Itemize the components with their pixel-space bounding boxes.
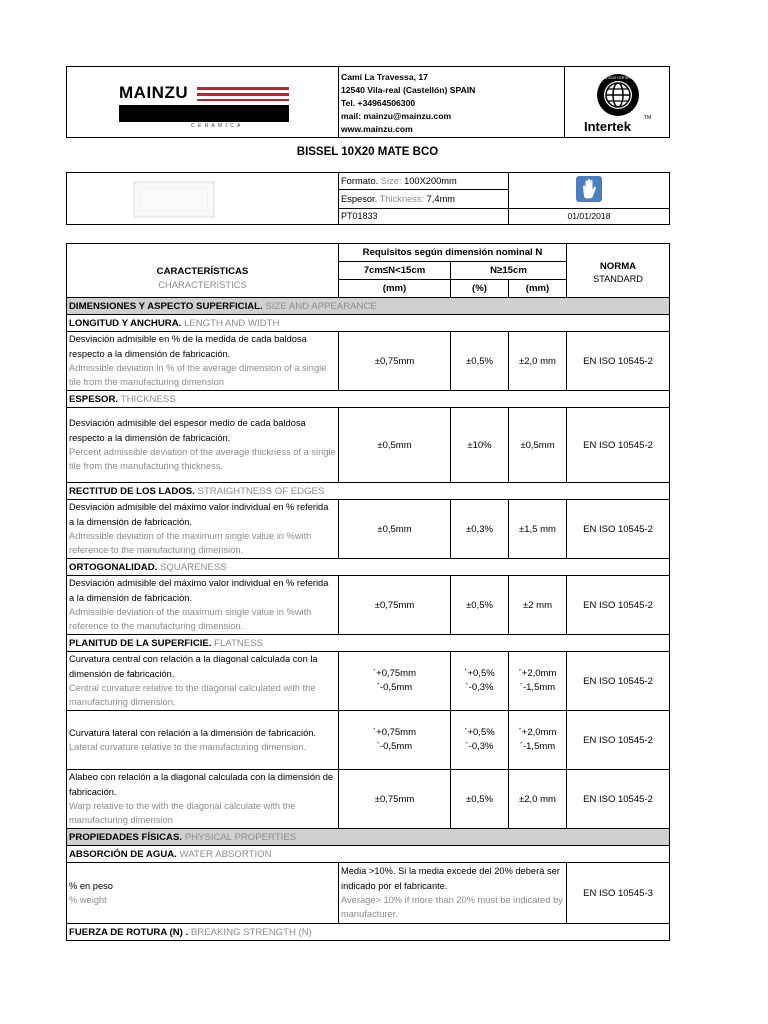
header-table	[66, 66, 670, 138]
subsection-title	[67, 315, 670, 332]
value-percent: ±0,3%	[451, 500, 509, 559]
description-en: Admissible deviation in % of the average dimension of a single tile from the manufacturing dimension	[69, 363, 327, 388]
range-large: N≥15cm	[451, 262, 567, 280]
value-lower: ´-1,5mm	[519, 682, 556, 693]
requirement-es: Media >10%. Si la media excede del 20% deberá ser indicado por el fabricante.	[341, 866, 560, 891]
section-title-en: SIZE AND APPEARANCE	[265, 300, 377, 312]
subsection-row	[67, 483, 670, 500]
value-small: ±0,75mm	[339, 332, 451, 391]
subsection-title-en: BREAKING STRENGTH (N)	[190, 926, 312, 938]
description-es: Curvatura central con relación a la diagonal calculada con la dimensión de fabricación.	[69, 654, 318, 679]
subsection-title-en: WATER ABSORTION	[179, 848, 272, 860]
value-upper: ´+0,5%	[464, 727, 495, 738]
standard-value: EN ISO 10545-2	[567, 332, 670, 391]
standard-value: EN ISO 10545-3	[567, 863, 670, 924]
unit-mm: (mm)	[339, 280, 451, 298]
value-lower: ´-0,5mm	[376, 682, 413, 693]
product-date: 01/01/2018	[509, 208, 670, 224]
logo-text: MAINZU	[119, 83, 189, 102]
standard-value: EN ISO 10545-2	[567, 500, 670, 559]
description-en: Percent admissible deviation of the average thickness of a single tile from the manufacturing thickness.	[69, 447, 336, 472]
description-en: Central curvature relative to the diagonal calculated with the manufacturing dimension.	[69, 683, 316, 708]
subsection-title	[67, 635, 670, 652]
globe-icon	[583, 69, 653, 119]
company-logo	[119, 81, 289, 127]
cert-tm: TM	[644, 115, 652, 121]
description-es: Desviación admisible del espesor medio de cada baldosa respecto a la dimensión de fabricación.	[69, 418, 306, 443]
standard-label: STANDARD	[593, 274, 643, 284]
format-value: 100X200mm	[404, 176, 457, 187]
section-title	[67, 829, 670, 846]
row-description	[67, 332, 339, 391]
characteristics-header	[67, 244, 339, 298]
range-small: 7cm≤N<15cm	[339, 262, 451, 280]
product-title: BISSEL 10X20 MATE BCO	[296, 146, 439, 158]
standard-value: EN ISO 10545-2	[567, 770, 670, 829]
requirements-header: Requisitos según dimensión nominal N	[339, 244, 567, 262]
subsection-title-en: SQUARENESS	[159, 561, 227, 573]
description-es: Desviación admisible en % de la medida de cada baldosa respecto a la dimensión de fabricación.	[69, 334, 307, 359]
format-label-en: Size:	[380, 176, 402, 187]
absorption-requirement	[339, 863, 567, 924]
description-es: % en peso	[69, 880, 113, 891]
standard-value: EN ISO 10545-2	[567, 408, 670, 483]
value-percent	[451, 652, 509, 711]
value-upper: ´+0,75mm	[372, 668, 417, 679]
row-description	[67, 863, 339, 924]
description-en: Admissible deviation of the maximum single value in %with reference to the manufacturing dimension.	[69, 607, 312, 632]
description-en: Admissible deviation of the maximum single value in %with reference to the manufacturing dimension.	[69, 531, 312, 556]
description-es: Curvatura lateral con relación a la dimensión de fabricación.	[69, 727, 317, 738]
subsection-title-es: ESPESOR.	[69, 393, 119, 405]
description-en: Lateral curvature relative to the manufacturing dimension.	[69, 742, 307, 752]
table-row	[67, 863, 670, 924]
subsection-title-en: LENGTH AND WIDTH	[183, 317, 280, 329]
value-small: ±0,75mm	[339, 576, 451, 635]
subsection-row	[67, 315, 670, 332]
value-lower: ´-1,5mm	[519, 741, 556, 752]
value-large	[509, 711, 567, 770]
standard-value: EN ISO 10545-2	[567, 576, 670, 635]
intertek-certification-logo	[583, 69, 653, 137]
thickness-label: Espesor.	[341, 194, 378, 204]
description-es: Desviación admisible del máximo valor individual en % referida a la dimensión de fabricación.	[69, 502, 329, 527]
row-description	[67, 652, 339, 711]
section-row	[67, 829, 670, 846]
row-description	[67, 576, 339, 635]
requirement-en: Average> 10% if more than 20% must be indicated by manufacturer.	[341, 895, 563, 920]
address-line: Camí La Travessa, 17	[341, 72, 428, 82]
row-description	[67, 408, 339, 483]
value-lower: ´-0,3%	[465, 682, 494, 693]
logo-cell	[67, 67, 339, 138]
cert-brand: Intertek	[584, 119, 631, 134]
spec-table	[66, 243, 670, 941]
characteristics-es: CARACTERÍSTICAS	[156, 265, 249, 277]
standard-value: EN ISO 10545-2	[567, 652, 670, 711]
unit-percent: (%)	[451, 280, 509, 298]
section-title-en: PHYSICAL PROPERTIES	[184, 831, 297, 843]
value-percent	[451, 711, 509, 770]
subsection-title	[67, 391, 670, 408]
value-small	[339, 711, 451, 770]
value-large: ±0,5mm	[509, 408, 567, 483]
description-en: % weight	[69, 895, 107, 905]
address-line: 12540 Vila-real (Castellón) SPAIN	[341, 85, 476, 95]
subsection-title	[67, 559, 670, 576]
format-label: Formato.	[341, 176, 379, 187]
product-info-table	[66, 172, 670, 225]
section-title	[67, 298, 670, 315]
subsection-title-es: ORTOGONALIDAD.	[69, 561, 158, 573]
value-large: ±2,0 mm	[509, 770, 567, 829]
subsection-row	[67, 846, 670, 863]
norma-header	[567, 244, 670, 298]
value-percent: ±0,5%	[451, 332, 509, 391]
subsection-row	[67, 924, 670, 941]
subsection-row	[67, 635, 670, 652]
row-description	[67, 711, 339, 770]
table-row	[67, 576, 670, 635]
phone: Tel. +34964506300	[341, 98, 416, 108]
table-row	[67, 652, 670, 711]
value-percent: ±0,5%	[451, 576, 509, 635]
section-title-es: DIMENSIONES Y ASPECTO SUPERFICIAL.	[69, 300, 263, 312]
subsection-title	[67, 924, 670, 941]
tile-image-cell	[67, 173, 339, 225]
subsection-title-en: THICKNESS	[120, 393, 176, 405]
tile-image	[133, 181, 215, 218]
row-description	[67, 500, 339, 559]
norma-label: NORMA	[599, 261, 637, 272]
value-large	[509, 652, 567, 711]
subsection-title-es: LONGITUD Y ANCHURA.	[69, 317, 182, 329]
value-lower: ´-0,5mm	[376, 741, 413, 752]
value-small	[339, 652, 451, 711]
table-row	[67, 408, 670, 483]
description-es: Alabeo con relación a la diagonal calculada con la dimensión de fabricación.	[69, 772, 334, 797]
value-small: ±0,5mm	[339, 408, 451, 483]
value-small: ±0,5mm	[339, 500, 451, 559]
subsection-title	[67, 483, 670, 500]
thickness-cell	[339, 190, 509, 208]
unit-mm: (mm)	[509, 280, 567, 298]
value-percent: ±0,5%	[451, 770, 509, 829]
description-es: Desviación admisible del máximo valor individual en % referida a la dimensión de fabricación.	[69, 578, 329, 603]
value-large: ±2 mm	[509, 576, 567, 635]
table-row	[67, 332, 670, 391]
value-lower: ´-0,3%	[465, 741, 494, 752]
value-large: ±2,0 mm	[509, 332, 567, 391]
product-code: PT01833	[339, 208, 509, 224]
section-row	[67, 298, 670, 315]
logo-tagline: C E R A M I C A	[191, 123, 242, 129]
table-row	[67, 770, 670, 829]
format-cell	[339, 173, 509, 190]
subsection-title-en: FLATNESS	[214, 637, 264, 649]
subsection-title-es: FUERZA DE ROTURA (N) .	[69, 926, 189, 938]
table-row	[67, 500, 670, 559]
table-row	[67, 711, 670, 770]
value-percent: ±10%	[451, 408, 509, 483]
value-upper: ´+2,0mm	[518, 668, 557, 679]
hand-icon-cell	[509, 173, 670, 209]
hand-icon	[575, 175, 603, 203]
cert-ring-text: ISO 9001:2015 CERTIFICATION	[593, 76, 643, 80]
thickness-value: 7,4mm	[426, 194, 456, 204]
subsection-title-en: STRAIGHTNESS OF EDGES	[197, 485, 325, 497]
standard-value: EN ISO 10545-2	[567, 711, 670, 770]
value-upper: ´+0,75mm	[372, 727, 417, 738]
value-upper: ´+2,0mm	[518, 727, 557, 738]
subsection-title	[67, 846, 670, 863]
thickness-label-en: Thickness:	[379, 194, 425, 204]
website: www.mainzu.com	[341, 124, 413, 134]
certification-cell	[565, 67, 670, 138]
subsection-title-es: RECTITUD DE LOS LADOS.	[69, 485, 195, 497]
value-small: ±0,75mm	[339, 770, 451, 829]
subsection-title-es: ABSORCIÓN DE AGUA.	[69, 848, 177, 860]
value-large: ±1,5 mm	[509, 500, 567, 559]
description-en: Warp relative to the with the diagonal calculate with the manufacturing dimension	[69, 801, 296, 826]
value-upper: ´+0,5%	[464, 668, 495, 679]
email: mail: mainzu@mainzu.com	[341, 111, 452, 121]
subsection-row	[67, 559, 670, 576]
section-title-es: PROPIEDADES FÍSICAS.	[69, 831, 183, 843]
characteristics-en: CHARACTERISTICS	[158, 278, 247, 290]
subsection-title-es: PLANITUD DE LA SUPERFICIE.	[69, 637, 212, 649]
row-description	[67, 770, 339, 829]
subsection-row	[67, 391, 670, 408]
address-cell	[339, 67, 565, 138]
